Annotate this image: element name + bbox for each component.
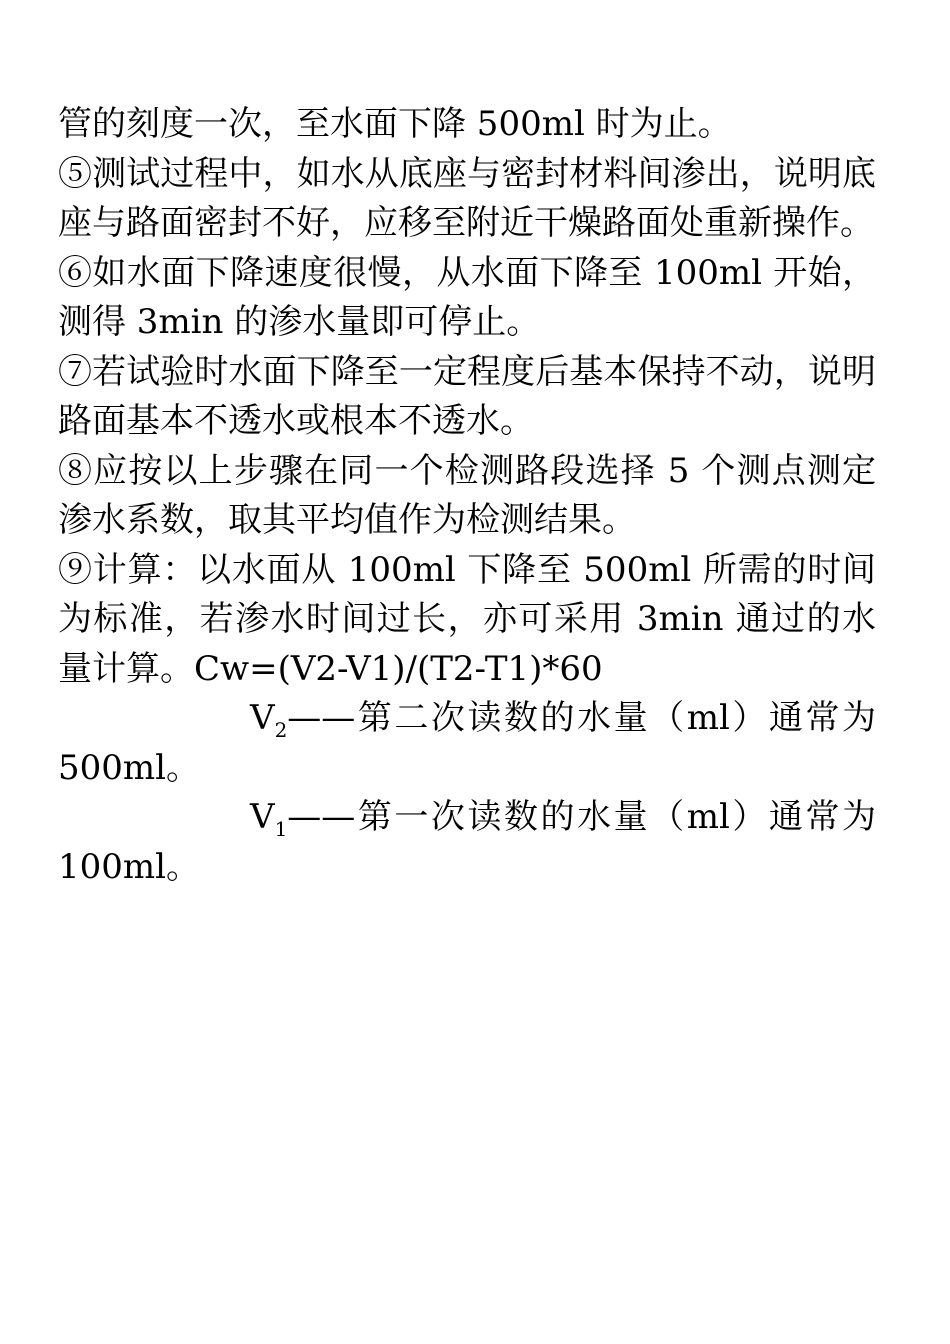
variable-description: ——第二次读数的水量（ml）通常为 500ml。 (58, 698, 876, 788)
variable-symbol: V (250, 698, 275, 738)
variable-definition-v1 (58, 793, 876, 892)
paragraph-continuation: 管的刻度一次，至水面下降 500ml 时为止。 (58, 104, 732, 144)
variable-symbol: V (250, 797, 275, 837)
paragraph-step-6: ⑥如水面下降速度很慢，从水面下降至 100ml 开始，测得 3min 的渗水量即可停止。 (58, 252, 876, 342)
paragraph-step-5: ⑤测试过程中，如水从底座与密封材料间渗出，说明底座与路面密封不好，应移至附近干燥路面处重新操作。 (58, 153, 876, 243)
paragraph-step-7: ⑦若试验时水面下降至一定程度后基本保持不动，说明路面基本不透水或根本不透水。 (58, 351, 876, 441)
variable-description: ——第一次读数的水量（ml）通常为 100ml。 (58, 797, 876, 887)
document-page (58, 100, 876, 892)
variable-subscript: 2 (274, 718, 288, 742)
paragraph-step-8: ⑧应按以上步骤在同一个检测路段选择 5 个测点测定渗水系数，取其平均值作为检测结果。 (58, 450, 876, 540)
variable-subscript: 1 (274, 817, 288, 841)
paragraph-step-9-formula: ⑨计算：以水面从 100ml 下降至 500ml 所需的时间为标准，若渗水时间过长，亦可采用 3min 通过的水量计算。Cw=(V2-V1)/(T2-T1)*60 (58, 549, 876, 689)
variable-definition-v2 (58, 694, 876, 793)
